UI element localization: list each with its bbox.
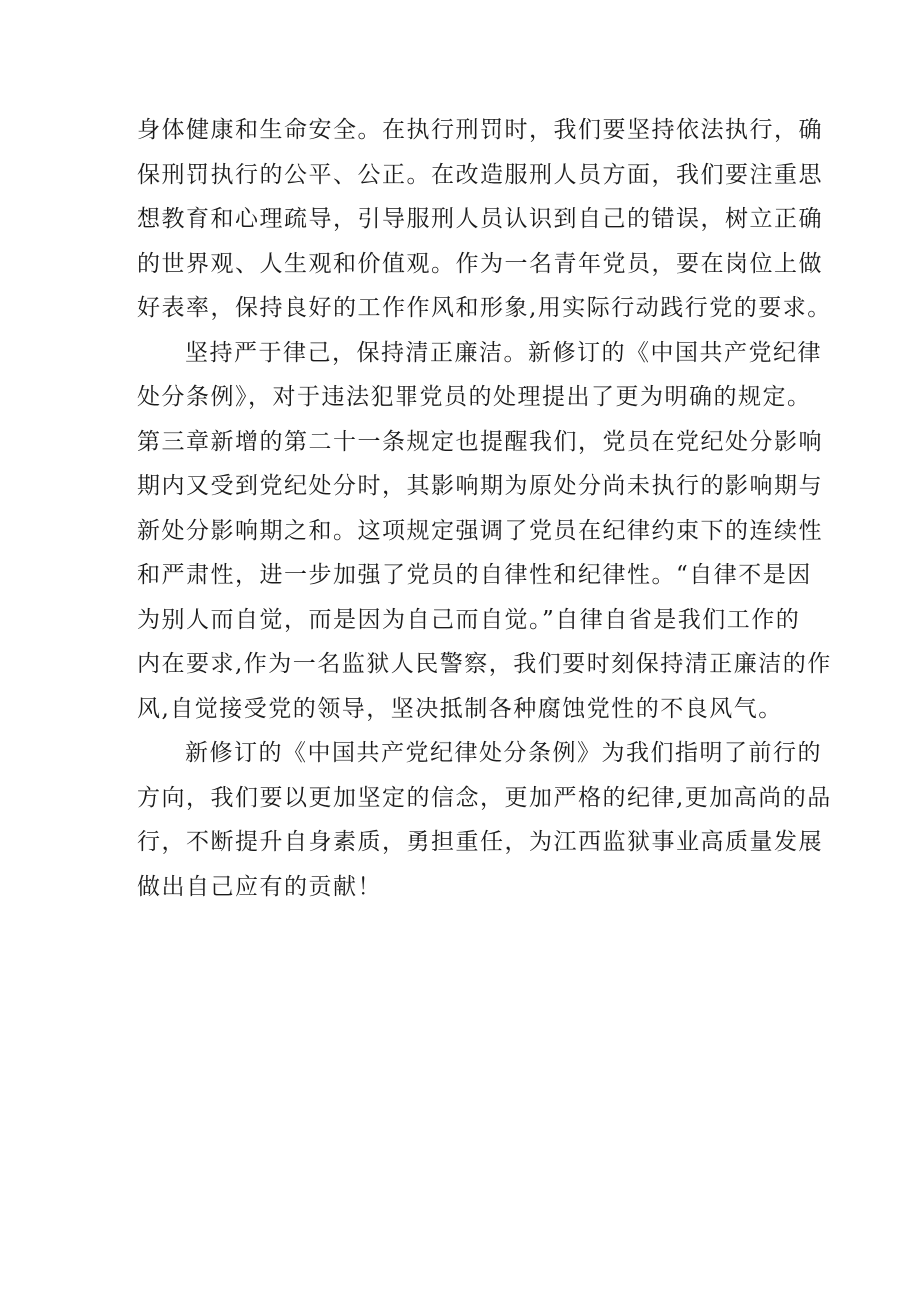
text-line: 想教育和心理疏导，引导服刑人员认识到自己的错误，树立正确 (137, 206, 823, 232)
text-line: 第三章新增的第二十一条规定也提醒我们，党员在党纪处分影响 (137, 428, 823, 455)
text-line: 新处分影响期之和。这项规定强调了党员在纪律约束下的连续性 (137, 517, 823, 544)
text-line: 风,自觉接受党的领导，坚决抵制各种腐蚀党性的不良风气。 (137, 695, 783, 722)
text-line: 和严肃性，进一步加强了党员的自律性和纪律性。“自律不是因 (137, 562, 812, 588)
text-line: 处分条例》，对于违法犯罪党员的处理提出了更为明确的规定。 (137, 384, 812, 410)
text-line: 内在要求,作为一名监狱人民警察，我们要时刻保持清正廉洁的作 (137, 651, 832, 677)
paragraph-1 (137, 108, 832, 331)
text-line: 为别人而自觉，而是因为自己而自觉。”自律自省是我们工作的 (137, 606, 801, 633)
paragraph-3 (137, 731, 832, 909)
text-line: 身体健康和生命安全。在执行刑罚时，我们要坚持依法执行，确 (137, 117, 823, 143)
text-line: 新修订的《中国共产党纪律处分条例》为我们指明了前行的 (185, 740, 822, 766)
text-line: 好表率，保持良好的工作作风和形象,用实际行动践行党的要求。 (137, 295, 832, 321)
text-line: 行，不断提升自身素质，勇担重任，为江西监狱事业高质量发展 (137, 829, 823, 855)
text-line: 方向，我们要以更加坚定的信念，更加严格的纪律,更加高尚的品 (137, 784, 832, 811)
text-line: 的世界观、人生观和价值观。作为一名青年党员，要在岗位上做 (137, 250, 823, 277)
text-line: 做出自己应有的贡献！ (137, 873, 382, 900)
text-line: 坚持严于律己，保持清正廉洁。新修订的《中国共产党纪律 (185, 339, 822, 366)
document-body (137, 108, 832, 909)
paragraph-2 (137, 331, 832, 732)
text-line: 保刑罚执行的公平、公正。在改造服刑人员方面，我们要注重思 (137, 161, 823, 188)
text-line: 期内又受到党纪处分时，其影响期为原处分尚未执行的影响期与 (137, 473, 823, 499)
